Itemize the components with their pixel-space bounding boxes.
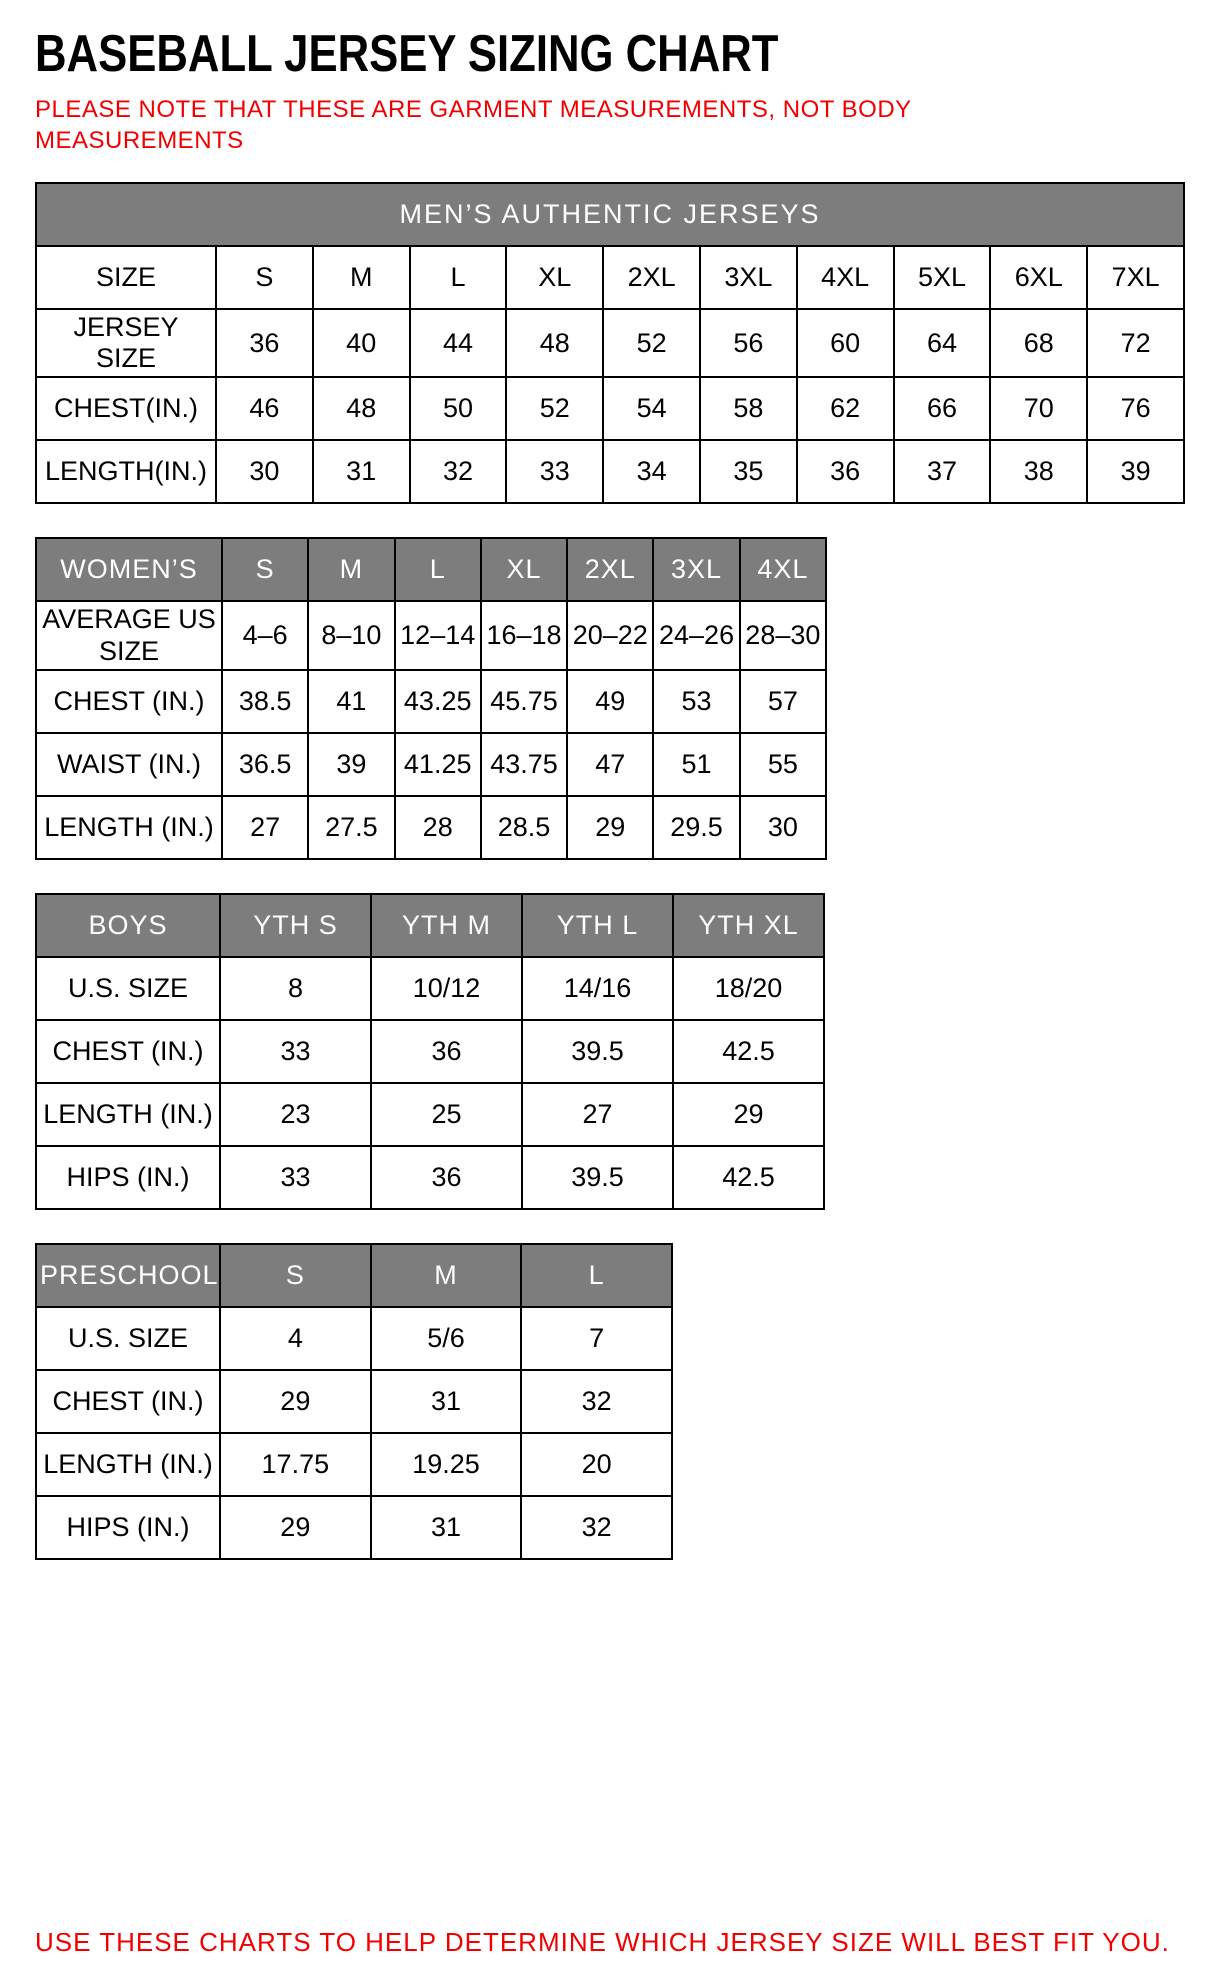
preschool-value-cell: 31: [371, 1496, 522, 1559]
womens-table-row: [36, 733, 826, 796]
preschool-header-row: [36, 1244, 672, 1307]
preschool-value-cell: 32: [521, 1496, 672, 1559]
boys-value-cell: 36: [371, 1020, 522, 1083]
boys-value-cell: 8: [220, 957, 371, 1020]
womens-row-label: CHEST (IN.): [36, 670, 222, 733]
boys-row-label: LENGTH (IN.): [36, 1083, 220, 1146]
mens-row-label: CHEST(IN.): [36, 377, 216, 440]
mens-column-header: 6XL: [990, 246, 1087, 309]
womens-value-cell: 47: [567, 733, 653, 796]
boys-sizing-table: [35, 893, 825, 1210]
mens-table-banner: MEN’S AUTHENTIC JERSEYS: [36, 183, 1184, 246]
womens-table-row: [36, 601, 826, 669]
boys-row-label: CHEST (IN.): [36, 1020, 220, 1083]
mens-value-cell: 40: [313, 309, 410, 377]
mens-value-cell: 46: [216, 377, 313, 440]
mens-column-header: 2XL: [603, 246, 700, 309]
boys-value-cell: 23: [220, 1083, 371, 1146]
mens-value-cell: 33: [506, 440, 603, 503]
womens-value-cell: 57: [740, 670, 826, 733]
womens-row-label: AVERAGE US SIZE: [36, 601, 222, 669]
womens-value-cell: 27.5: [308, 796, 394, 859]
womens-value-cell: 36.5: [222, 733, 308, 796]
mens-value-cell: 31: [313, 440, 410, 503]
womens-column-header: S: [222, 538, 308, 601]
womens-column-header: 4XL: [740, 538, 826, 601]
womens-value-cell: 28: [395, 796, 481, 859]
mens-value-cell: 64: [894, 309, 991, 377]
preschool-value-cell: 19.25: [371, 1433, 522, 1496]
womens-value-cell: 8–10: [308, 601, 394, 669]
womens-value-cell: 12–14: [395, 601, 481, 669]
mens-row-label: JERSEY SIZE: [36, 309, 216, 377]
mens-row-label: LENGTH(IN.): [36, 440, 216, 503]
womens-value-cell: 43.25: [395, 670, 481, 733]
boys-column-header: YTH M: [371, 894, 522, 957]
preschool-column-header: PRESCHOOL: [36, 1244, 220, 1307]
womens-column-header: M: [308, 538, 394, 601]
preschool-table-holder: [35, 1243, 1185, 1560]
mens-column-header: M: [313, 246, 410, 309]
mens-value-cell: 60: [797, 309, 894, 377]
mens-value-cell: 37: [894, 440, 991, 503]
boys-value-cell: 36: [371, 1146, 522, 1209]
preschool-value-cell: 17.75: [220, 1433, 371, 1496]
boys-table-row: [36, 1083, 824, 1146]
womens-value-cell: 28–30: [740, 601, 826, 669]
boys-row-label: U.S. SIZE: [36, 957, 220, 1020]
womens-value-cell: 4–6: [222, 601, 308, 669]
preschool-row-label: HIPS (IN.): [36, 1496, 220, 1559]
womens-value-cell: 20–22: [567, 601, 653, 669]
boys-value-cell: 42.5: [673, 1146, 824, 1209]
boys-column-header: YTH L: [522, 894, 673, 957]
boys-value-cell: 14/16: [522, 957, 673, 1020]
boys-column-header: YTH S: [220, 894, 371, 957]
womens-column-header: 2XL: [567, 538, 653, 601]
preschool-column-header: S: [220, 1244, 371, 1307]
preschool-row-label: LENGTH (IN.): [36, 1433, 220, 1496]
boys-table-holder: [35, 893, 1185, 1210]
womens-sizing-table: [35, 537, 827, 859]
boys-value-cell: 33: [220, 1020, 371, 1083]
preschool-row-label: U.S. SIZE: [36, 1307, 220, 1370]
boys-table-row: [36, 1146, 824, 1209]
mens-column-header: 4XL: [797, 246, 894, 309]
womens-value-cell: 27: [222, 796, 308, 859]
womens-value-cell: 41: [308, 670, 394, 733]
womens-table-holder: [35, 537, 1185, 859]
womens-value-cell: 49: [567, 670, 653, 733]
mens-column-header: 5XL: [894, 246, 991, 309]
mens-sizing-table: [35, 182, 1185, 504]
mens-value-cell: 48: [313, 377, 410, 440]
preschool-value-cell: 29: [220, 1496, 371, 1559]
mens-column-header: SIZE: [36, 246, 216, 309]
mens-column-header: L: [410, 246, 507, 309]
preschool-value-cell: 32: [521, 1370, 672, 1433]
womens-value-cell: 53: [653, 670, 739, 733]
womens-table-row: [36, 796, 826, 859]
boys-header-row: [36, 894, 824, 957]
preschool-value-cell: 7: [521, 1307, 672, 1370]
womens-header-row: [36, 538, 826, 601]
preschool-value-cell: 29: [220, 1370, 371, 1433]
mens-header-row: [36, 246, 1184, 309]
boys-row-label: HIPS (IN.): [36, 1146, 220, 1209]
mens-table-row: [36, 309, 1184, 377]
mens-column-header: 3XL: [700, 246, 797, 309]
womens-column-header: XL: [481, 538, 567, 601]
womens-column-header: WOMEN’S: [36, 538, 222, 601]
womens-table-row: [36, 670, 826, 733]
mens-value-cell: 44: [410, 309, 507, 377]
mens-value-cell: 68: [990, 309, 1087, 377]
preschool-table-row: [36, 1496, 672, 1559]
mens-table-holder: [35, 182, 1185, 504]
mens-value-cell: 76: [1087, 377, 1184, 440]
preschool-value-cell: 4: [220, 1307, 371, 1370]
boys-column-header: YTH XL: [673, 894, 824, 957]
boys-table-row: [36, 1020, 824, 1083]
preschool-value-cell: 20: [521, 1433, 672, 1496]
mens-value-cell: 36: [216, 309, 313, 377]
boys-value-cell: 27: [522, 1083, 673, 1146]
boys-table-row: [36, 957, 824, 1020]
womens-column-header: 3XL: [653, 538, 739, 601]
preschool-table-row: [36, 1307, 672, 1370]
womens-row-label: WAIST (IN.): [36, 733, 222, 796]
page-title: BASEBALL JERSEY SIZING CHART: [35, 25, 779, 83]
mens-value-cell: 66: [894, 377, 991, 440]
mens-table-row: [36, 440, 1184, 503]
boys-value-cell: 25: [371, 1083, 522, 1146]
womens-value-cell: 45.75: [481, 670, 567, 733]
preschool-row-label: CHEST (IN.): [36, 1370, 220, 1433]
garment-measurement-note: PLEASE NOTE THAT THESE ARE GARMENT MEASUREMENTS, NOT BODY MEASUREMENTS: [35, 96, 912, 155]
mens-column-header: 7XL: [1087, 246, 1184, 309]
mens-table-row: [36, 377, 1184, 440]
preschool-value-cell: 5/6: [371, 1307, 522, 1370]
mens-value-cell: 50: [410, 377, 507, 440]
mens-value-cell: 48: [506, 309, 603, 377]
mens-column-header: XL: [506, 246, 603, 309]
boys-value-cell: 29: [673, 1083, 824, 1146]
womens-value-cell: 29.5: [653, 796, 739, 859]
boys-value-cell: 39.5: [522, 1020, 673, 1083]
footer-note: USE THESE CHARTS TO HELP DETERMINE WHICH JERSEY SIZE WILL BEST FIT YOU.: [35, 1927, 1170, 1957]
boys-value-cell: 33: [220, 1146, 371, 1209]
womens-column-header: L: [395, 538, 481, 601]
mens-value-cell: 54: [603, 377, 700, 440]
mens-value-cell: 32: [410, 440, 507, 503]
womens-value-cell: 29: [567, 796, 653, 859]
mens-value-cell: 56: [700, 309, 797, 377]
mens-value-cell: 38: [990, 440, 1087, 503]
boys-value-cell: 10/12: [371, 957, 522, 1020]
mens-value-cell: 72: [1087, 309, 1184, 377]
mens-value-cell: 30: [216, 440, 313, 503]
womens-value-cell: 38.5: [222, 670, 308, 733]
womens-value-cell: 30: [740, 796, 826, 859]
boys-value-cell: 42.5: [673, 1020, 824, 1083]
mens-value-cell: 52: [506, 377, 603, 440]
mens-column-header: S: [216, 246, 313, 309]
womens-value-cell: 43.75: [481, 733, 567, 796]
womens-value-cell: 16–18: [481, 601, 567, 669]
womens-value-cell: 55: [740, 733, 826, 796]
womens-value-cell: 51: [653, 733, 739, 796]
preschool-value-cell: 31: [371, 1370, 522, 1433]
womens-row-label: LENGTH (IN.): [36, 796, 222, 859]
preschool-table-row: [36, 1433, 672, 1496]
preschool-column-header: L: [521, 1244, 672, 1307]
mens-value-cell: 39: [1087, 440, 1184, 503]
mens-value-cell: 62: [797, 377, 894, 440]
mens-value-cell: 70: [990, 377, 1087, 440]
mens-value-cell: 34: [603, 440, 700, 503]
womens-value-cell: 39: [308, 733, 394, 796]
mens-value-cell: 58: [700, 377, 797, 440]
womens-value-cell: 41.25: [395, 733, 481, 796]
preschool-table-row: [36, 1370, 672, 1433]
mens-value-cell: 35: [700, 440, 797, 503]
boys-value-cell: 18/20: [673, 957, 824, 1020]
preschool-column-header: M: [371, 1244, 522, 1307]
mens-value-cell: 36: [797, 440, 894, 503]
mens-value-cell: 52: [603, 309, 700, 377]
womens-value-cell: 24–26: [653, 601, 739, 669]
boys-value-cell: 39.5: [522, 1146, 673, 1209]
boys-column-header: BOYS: [36, 894, 220, 957]
womens-value-cell: 28.5: [481, 796, 567, 859]
preschool-sizing-table: [35, 1243, 673, 1560]
